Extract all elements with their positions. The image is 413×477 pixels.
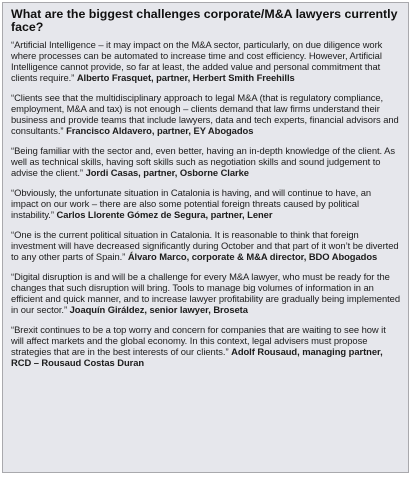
quote-6: [11, 271, 400, 315]
quote-text: “One is the current political situation in Catalonia. It is reasonable to think that foreign investment will have decreased significantly during October and that part of it won’t be diverted to any other parts of Spain.”: [11, 229, 399, 262]
quote-attribution: Adolf Rousaud, managing partner, RCD – Rousaud Costas Duran: [11, 346, 383, 368]
quote-5: [11, 229, 400, 262]
quote-text: “Being familiar with the sector and, even better, having an in-depth knowledge of the client. As well as technical skills, having soft skills such as negotiation skills and sound judgement to advise the client.”: [11, 145, 395, 178]
quote-attribution: Francisco Aldavero, partner, EY Abogados: [66, 125, 254, 136]
quote-7: [11, 324, 400, 368]
quote-text: “Brexit continues to be a top worry and concern for companies that are waiting to see how it will affect markets and the global economy. In this context, legal advisers must propose strategies that are in the best interests of our clients.”: [11, 324, 386, 357]
quote-attribution: Alberto Frasquet, partner, Herbert Smith Freehills: [76, 72, 295, 83]
quote-attribution: Joaquín Giráldez, senior lawyer, Broseta: [69, 304, 248, 315]
quote-text: “Clients see that the multidisciplinary approach to legal M&A (that is regulatory compliance, employment, M&A and tax) is not enough – clients demand that law firms understand their business and provide teams that include lawyers, data and tech experts, financial advisors and consultants.”: [11, 92, 399, 136]
quote-text: “Artificial Intelligence – it may impact on the M&A sector, particularly, on due diligence work where processes can be automated to increase time and cost efficiency. However, Artificial Intelligence cannot provide, so far at least, the added value and personal commitment that clients require.”: [11, 39, 383, 83]
quote-attribution: Carlos Llorente Gómez de Segura, partner, Lener: [56, 209, 273, 220]
quote-attribution: Jordi Casas, partner, Osborne Clarke: [85, 167, 249, 178]
quotes-panel: [2, 2, 409, 473]
quote-4: [11, 187, 400, 220]
quote-1: [11, 39, 400, 83]
quote-3: [11, 145, 400, 178]
panel-title: What are the biggest challenges corporate/M&A lawyers currently face?: [11, 7, 398, 34]
quote-attribution: Álvaro Marco, corporate & M&A director, BDO Abogados: [127, 251, 378, 262]
quote-text: “Digital disruption is and will be a challenge for every M&A lawyer, who must be ready for the changes that such disruption will bring. Tools to manage big volumes of information in an efficient and quick manner, and to increase lawyer profitability are gradually being implemented in our sector.”: [11, 271, 401, 315]
quote-text: “Obviously, the unfortunate situation in Catalonia is having, and will continue to have, an impact on our work – there are also some potential foreign threats caused by political instability.”: [11, 187, 372, 220]
quote-2: [11, 92, 400, 136]
